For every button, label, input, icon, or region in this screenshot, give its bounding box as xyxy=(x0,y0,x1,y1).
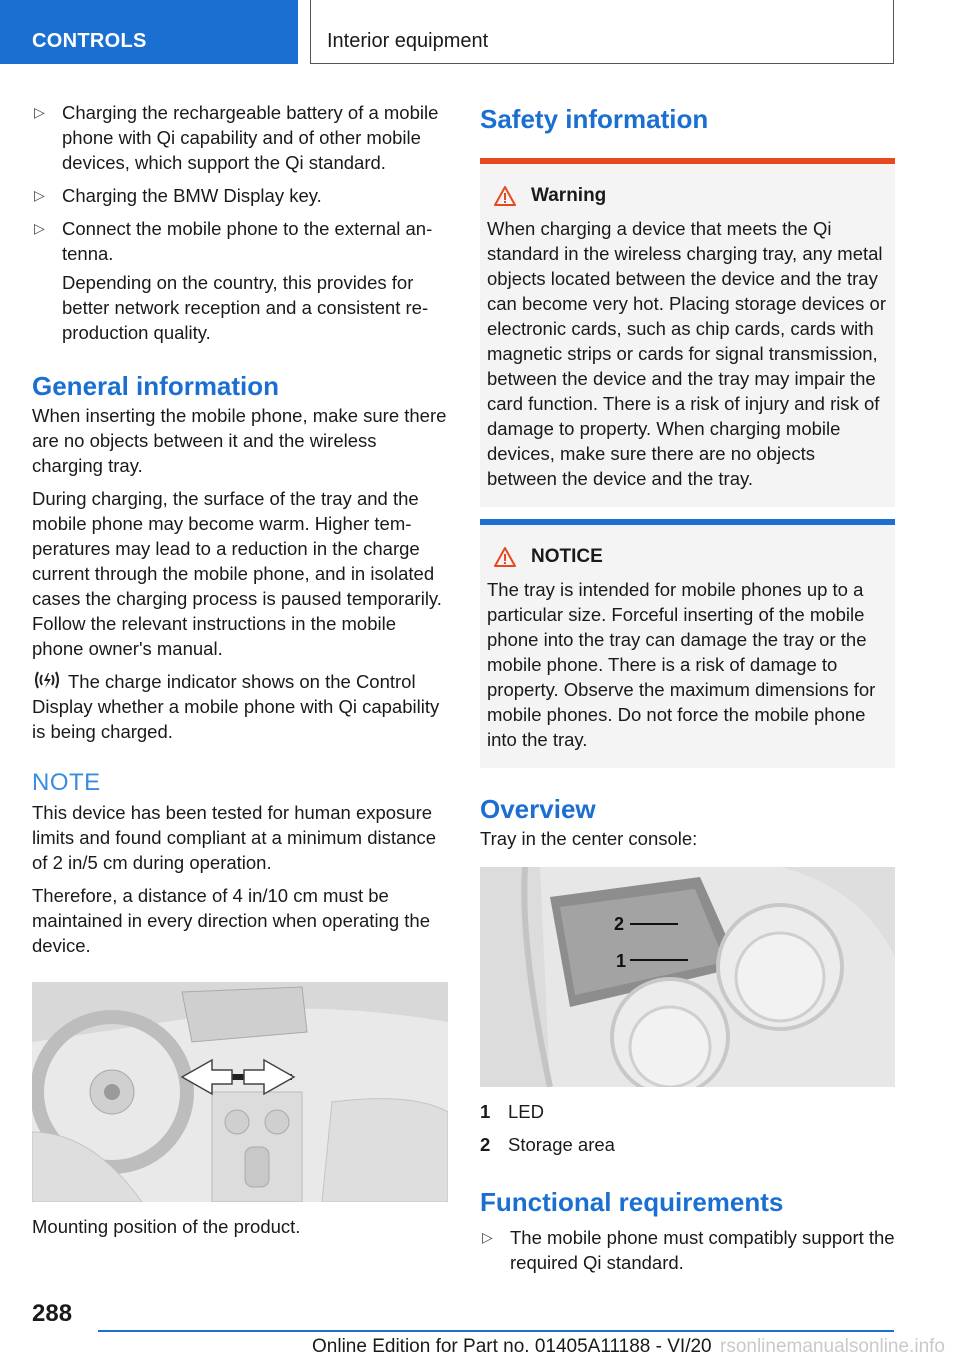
notice-title: NOTICE xyxy=(487,543,887,571)
notice-triangle-icon xyxy=(493,546,517,568)
wireless-charging-icon xyxy=(32,669,62,691)
right-column xyxy=(480,100,895,1283)
center-console-tray-image xyxy=(480,867,895,1087)
bullet-item: ▷ Connect the mobile phone to the external antenna. xyxy=(34,218,433,264)
safety-information-heading: Safety information xyxy=(480,104,709,134)
warning-text: When charging a device that meets the Qi standard in the wireless charging tray, any metal objects located between the device and the tray can become very hot. Placing storage devices or electronic cards, such as chip cards, cards with magnetic strips or cards for signal transmission, between the device and the tray may impair the card function. There is a risk of injury and risk of damage to property. When charging mobile devices, make sure there are no objects between the device and the tray. xyxy=(487,218,886,489)
notice-box xyxy=(480,519,895,768)
footer-rule xyxy=(98,1330,894,1332)
chapter-title: Interior equipment xyxy=(327,30,489,52)
note-heading: NOTE xyxy=(32,769,101,796)
triangle-bullet-icon: ▷ xyxy=(482,1229,493,1245)
legend-item: 2 Storage area xyxy=(480,1134,615,1155)
triangle-bullet-icon: ▷ xyxy=(34,220,45,236)
callout-2: 2 xyxy=(614,914,625,934)
triangle-bullet-icon: ▷ xyxy=(34,104,45,120)
overview-text: Tray in the center console: xyxy=(480,828,698,849)
notice-text: The tray is intended for mobile phones up to a particular size. Forceful inserting of the mobile phone into the tray can damage the tray or the mobile phone. There is a risk of damage to property. Observe the maximum dimensions for mobile phones. Do not force the mobile phone into the tray. xyxy=(487,579,876,750)
watermark: rsonlinemanualsonline.info xyxy=(720,1336,945,1357)
callout-1: 1 xyxy=(616,951,627,971)
note-paragraph: Therefore, a distance of 4 in/10 cm must be maintained in every direction when operating the device. xyxy=(32,885,430,956)
warning-triangle-icon xyxy=(493,185,517,207)
header-chapter-tab xyxy=(310,0,894,64)
image-caption: Mounting position of the product. xyxy=(32,1216,301,1237)
general-paragraph: When inserting the mobile phone, make sure there are no objects between it and the wireless charging tray. xyxy=(32,405,447,476)
edition-text: Online Edition for Part no. 01405A11188 - VI/20 xyxy=(312,1336,712,1357)
bullet-subtext: Depending on the country, this provides for better network reception and a consistent reproduction quality. xyxy=(62,272,429,343)
left-column xyxy=(32,100,448,1239)
warning-title: Warning xyxy=(487,182,887,210)
warning-box xyxy=(480,158,895,507)
triangle-bullet-icon: ▷ xyxy=(34,187,45,203)
overview-heading: Overview xyxy=(480,794,596,824)
page-number: 288 xyxy=(32,1300,73,1327)
bullet-item: ▷ The mobile phone must compatibly support the required Qi standard. xyxy=(482,1227,895,1273)
functional-requirements-heading: Functional requirements xyxy=(480,1187,784,1217)
bullet-item: ▷ Charging the rechargeable battery of a mobile phone with Qi capability and of other mobile devices, which support the Qi standard. xyxy=(34,102,439,173)
legend-list xyxy=(480,1099,895,1157)
bullet-item: ▷ Charging the BMW Display key. xyxy=(34,185,322,206)
section-title: CONTROLS xyxy=(32,30,147,52)
general-information-heading: General information xyxy=(32,371,280,401)
note-paragraph: This device has been tested for human exposure limits and found compliant at a minimum distance of 2 in/5 cm during operation. xyxy=(32,802,437,873)
general-paragraph: During charging, the surface of the tray and the mobile phone may become warm. Higher temperatures may lead to a reduction in the charge current through the mobile phone, and in isolated cases the charging process is paused temporarily. Follow the relevant instructions in the mobile phone owner's manual. xyxy=(32,488,442,659)
legend-item: 1 LED xyxy=(480,1101,544,1122)
mounting-position-image xyxy=(32,982,448,1202)
header-section-tab xyxy=(0,0,298,64)
charge-indicator-paragraph: The charge indicator shows on the Control Display whether a mobile phone with Qi capability is being charged. xyxy=(32,671,440,742)
